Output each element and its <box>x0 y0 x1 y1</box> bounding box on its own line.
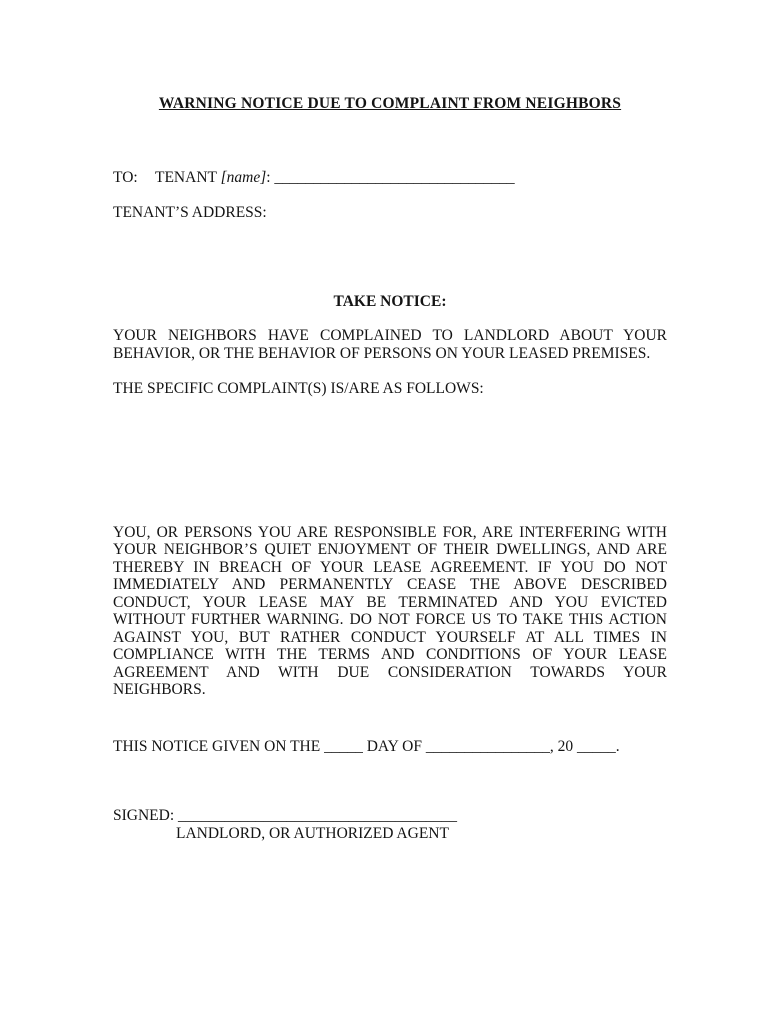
take-notice-heading: TAKE NOTICE: <box>333 292 447 310</box>
complaint-paragraph: YOUR NEIGHBORS HAVE COMPLAINED TO LANDLORD ABOUT YOUR BEHAVIOR, OR THE BEHAVIOR OF PERSONS ON YOUR LEASED PREMISES. <box>113 327 667 362</box>
signed-label: SIGNED: <box>113 807 175 824</box>
tenant-name-blank: _______________________________ <box>274 168 515 186</box>
specific-complaints-label: THE SPECIFIC COMPLAINT(S) IS/ARE AS FOLLOWS: <box>113 380 484 397</box>
date-line-period: . <box>615 737 620 755</box>
date-line-text-3: , 20 <box>549 737 574 755</box>
date-line-text-1: THIS NOTICE GIVEN ON THE <box>113 737 321 755</box>
year-blank: _____ <box>577 737 616 755</box>
to-label: TO: <box>113 168 138 186</box>
to-line <box>113 169 667 187</box>
month-blank: ________________ <box>425 737 550 755</box>
tenant-name-placeholder: [name] <box>220 168 267 186</box>
signer-title: LANDLORD, OR AUTHORIZED AGENT <box>176 824 449 842</box>
document-title: WARNING NOTICE DUE TO COMPLAINT FROM NEIGHBORS <box>158 95 622 112</box>
tenant-name-colon: : <box>266 168 271 186</box>
day-blank: _____ <box>324 737 363 755</box>
warning-paragraph: YOU, OR PERSONS YOU ARE RESPONSIBLE FOR, ARE INTERFERING WITH YOUR NEIGHBOR’S QUIET ENJOYMENT OF THEIR DWELLINGS, AND ARE THEREBY IN BREACH OF YOUR LEASE AGREEMENT. IF YOU DO NOT IMMEDIATELY AND PERMANENTLY CEASE THE ABOVE DESCRIBED CONDUCT, YOUR LEASE MAY BE TERMINATED AND YOU EVICTED WITHOUT FURTHER WARNING. DO NOT FORCE US TO TAKE THIS ACTION AGAINST YOU, BUT RATHER CONDUCT YOURSELF AT ALL TIMES IN COMPLIANCE WITH THE TERMS AND CONDITIONS OF YOUR LEASE AGREEMENT AND WITH DUE CONSIDERATION TOWARDS YOUR NEIGHBORS. <box>113 523 667 698</box>
signed-line <box>113 807 667 825</box>
tenant-address-label: TENANT’S ADDRESS: <box>113 204 267 221</box>
signature-blank: ____________________________________ <box>178 807 458 824</box>
tenant-label: TENANT <box>155 168 217 186</box>
date-line <box>113 738 667 756</box>
date-line-text-2: DAY OF <box>366 737 422 755</box>
